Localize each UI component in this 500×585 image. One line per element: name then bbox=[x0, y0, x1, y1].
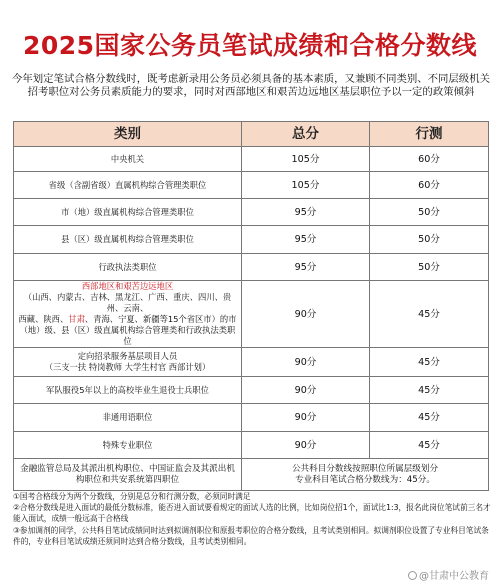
table-row bbox=[14, 226, 489, 254]
weibo-icon bbox=[408, 571, 417, 580]
western-region-line bbox=[17, 314, 238, 325]
note-item: ③参加调剂的同学，公共科目笔试成绩同时达到拟调剂职位和原报考职位的合格分数线，且考试类别相同。拟调剂职位设置了专业科目笔试条件的，专业科目笔试成绩还须同时达到合格分数线，且考试类别相同。 bbox=[13, 525, 489, 546]
row-category: 军队服役5年以上的高校毕业生退役士兵职位 bbox=[14, 377, 242, 404]
row-category: 非通用语职位 bbox=[14, 404, 242, 432]
header-total: 总分 bbox=[242, 122, 370, 147]
grassroots-line: （三支一扶 特岗教师 大学生村官 西部计划） bbox=[44, 362, 211, 372]
note-item: ①国考合格线分为两个分数线，分别是总分和行测分数，必须同时满足 bbox=[13, 492, 251, 501]
row-xingce: 50分 bbox=[370, 226, 489, 254]
row-xingce: 45分 bbox=[370, 281, 489, 348]
table-row bbox=[14, 432, 489, 459]
watermark bbox=[405, 567, 492, 582]
table-row bbox=[14, 377, 489, 404]
western-region-line: （山西、内蒙古、吉林、黑龙江、广西、重庆、四川、贵州、云南、 bbox=[23, 292, 232, 313]
row-total: 90分 bbox=[242, 348, 370, 377]
intro-paragraph: 今年划定笔试合格分数线时，既考虑新录用公务员必须具备的基本素质，又兼顾不同类别、不同层级机关招考职位对公务员素质能力的要求，同时对西部地区和艰苦边远地区基层职位予以一定的政策倾斜 bbox=[12, 73, 490, 98]
header-category: 类别 bbox=[14, 122, 242, 147]
table-footer-row bbox=[14, 459, 489, 491]
row-category: 中央机关 bbox=[14, 147, 242, 172]
western-text: 西藏、陕西、 bbox=[18, 314, 69, 324]
row-xingce: 45分 bbox=[370, 348, 489, 377]
note-item: ②合格分数线是进入面试的最低分数标准，能否进入面试要看规定的面试人选的比例，比如岗位招1个，面试比1:3，报名此岗位笔试前三名才能入面试，成绩一般远高于合格线 bbox=[13, 503, 491, 524]
row-xingce: 60分 bbox=[370, 172, 489, 199]
footer-note-line: 公共科目分数线按照职位所属层级划分 bbox=[291, 463, 439, 474]
western-region-line: （地）级、县（区）级直属机构综合管理类和行政执法类职位 bbox=[19, 325, 236, 346]
row-category: 县（区）级直属机构综合管理类职位 bbox=[14, 226, 242, 254]
row-total: 90分 bbox=[242, 404, 370, 432]
table-row bbox=[14, 199, 489, 226]
row-category: 行政执法类职位 bbox=[14, 254, 242, 281]
table-row bbox=[14, 172, 489, 199]
row-category-grassroots bbox=[14, 348, 242, 377]
row-total: 95分 bbox=[242, 254, 370, 281]
row-total: 90分 bbox=[242, 432, 370, 459]
footer-professional-line bbox=[242, 459, 489, 491]
row-total: 95分 bbox=[242, 226, 370, 254]
notes-section bbox=[13, 491, 493, 547]
row-xingce: 45分 bbox=[370, 404, 489, 432]
western-region-heading: 西部地区和艰苦边远地区 bbox=[81, 281, 174, 291]
watermark-text: @甘肃中公教育 bbox=[419, 571, 489, 582]
table-row bbox=[14, 348, 489, 377]
footer-special-categories: 金融监管总局及其派出机构职位、中国证监会及其派出机构职位和共安系统第四职位 bbox=[14, 459, 242, 491]
row-total: 90分 bbox=[242, 377, 370, 404]
row-total: 105分 bbox=[242, 172, 370, 199]
row-category: 市（地）级直属机构综合管理类职位 bbox=[14, 199, 242, 226]
table-row bbox=[14, 147, 489, 172]
table-row bbox=[14, 281, 489, 348]
row-category-western bbox=[14, 281, 242, 348]
row-xingce: 45分 bbox=[370, 432, 489, 459]
footer-note-line: 专业科目笔试合格分数线为：45分。 bbox=[295, 474, 435, 485]
western-highlight: 甘肃 bbox=[68, 314, 85, 324]
row-xingce: 50分 bbox=[370, 254, 489, 281]
row-xingce: 60分 bbox=[370, 147, 489, 172]
grassroots-line: 定向招录服务基层项目人员 bbox=[77, 351, 178, 361]
score-table bbox=[13, 121, 489, 491]
row-total: 95分 bbox=[242, 199, 370, 226]
row-xingce: 45分 bbox=[370, 377, 489, 404]
row-total: 105分 bbox=[242, 147, 370, 172]
header-xingce: 行测 bbox=[370, 122, 489, 147]
table-row bbox=[14, 254, 489, 281]
row-category: 特殊专业职位 bbox=[14, 432, 242, 459]
row-xingce: 50分 bbox=[370, 199, 489, 226]
western-text: 、青海、宁夏、新疆等15个省区市）的市 bbox=[84, 314, 237, 324]
row-total: 90分 bbox=[242, 281, 370, 348]
table-header-row bbox=[14, 122, 489, 147]
page-title: 2025国家公务员笔试成绩和合格分数线 bbox=[22, 31, 478, 60]
row-category: 省级（含副省级）直属机构综合管理类职位 bbox=[14, 172, 242, 199]
table-row bbox=[14, 404, 489, 432]
